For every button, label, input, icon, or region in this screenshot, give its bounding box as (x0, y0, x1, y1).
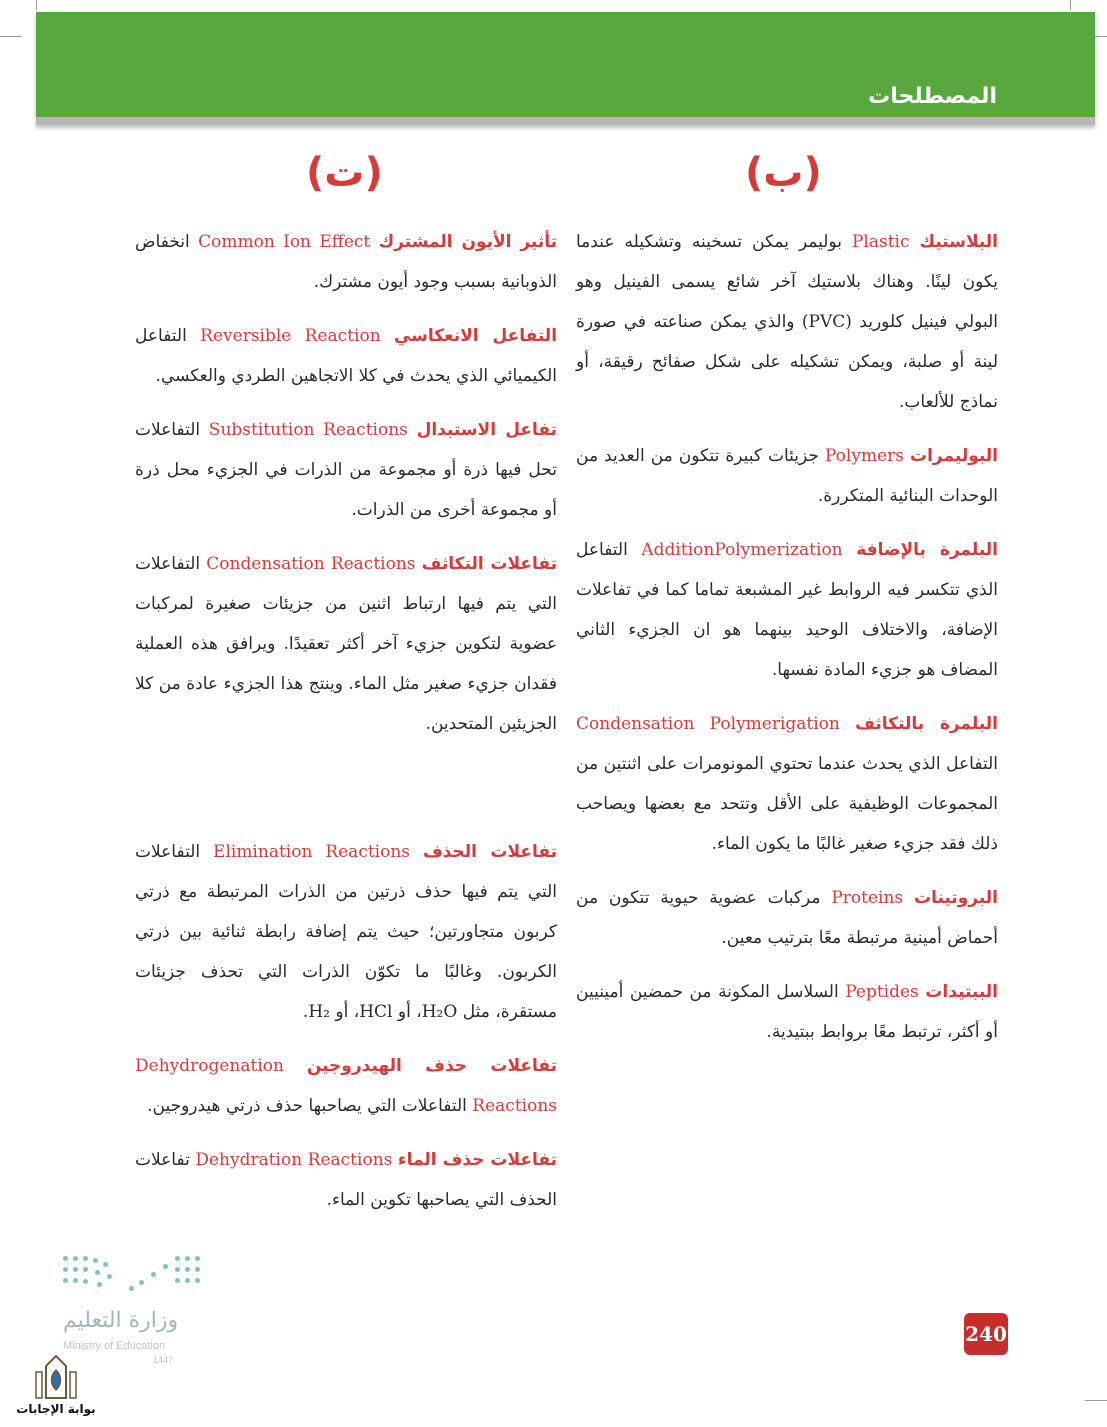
term-english: Substitution Reactions (208, 420, 408, 440)
term-english: Condensation Reactions (206, 554, 416, 574)
glossary-column-right (576, 222, 998, 1066)
column-gap (135, 758, 557, 832)
glossary-entry (576, 878, 998, 958)
term-english: Plastic (851, 232, 910, 252)
glossary-entry (576, 704, 998, 864)
term-english: Dehydration Reactions (195, 1150, 393, 1170)
section-letter-right: (ب) (745, 150, 822, 196)
ministry-year: 1447 (153, 1355, 174, 1365)
term-arabic: التفاعل الانعكاسي (393, 326, 558, 346)
watermark-logo (6, 1352, 106, 1424)
glossary-entry (135, 1046, 557, 1126)
term-arabic: تفاعلات حذف الهيدروجين (306, 1056, 557, 1076)
term-definition: السلاسل المكونة من حمضين أمينيين أو أكثر، ترتبط معًا بروابط ببتيدية. (576, 982, 998, 1042)
term-arabic: الببتيدات (925, 982, 998, 1002)
term-english: Condensation Polymerigation (576, 714, 840, 734)
term-definition: التفاعلات التي يتم فيها ارتباط اثنين من جزيئات صغيرة لمركبات عضوية لتكوين جزيء آخر أكثر تعقيدًا. ويرافق هذه العملية فقدان جزيء صغير مثل الماء. وينتج هذا الجزيء عادة من كلا الجزيئين المتحدين. (135, 554, 557, 734)
term-arabic: البلمرة بالإضافة (856, 540, 999, 560)
glossary-column-left (135, 222, 557, 1234)
term-english: Polymers (824, 446, 904, 466)
term-arabic: تفاعلات التكاثف (421, 554, 557, 574)
mosque-icon (6, 1352, 106, 1402)
term-definition: التفاعلات التي يتم فيها حذف ذرتين من الذرات المرتبطة مع ذرتي كربون متجاورتين؛ حيث يتم إضافة رابطة ثنائية بين ذرتي الكربون. وغالبًا ما تكوّن الذرات التي تحذف جزيئات مستقرة، مثل H₂O، أو HCl، أو H₂. (135, 842, 557, 1022)
term-arabic: البلاستيك (919, 232, 998, 252)
crop-mark (36, 0, 37, 10)
term-arabic: البروتينات (913, 888, 999, 908)
crop-mark (1070, 0, 1071, 10)
ministry-name-english: Ministry of Education (63, 1340, 166, 1352)
term-english: Common Ion Effect (198, 232, 371, 252)
term-arabic: تفاعلات الحذف (422, 842, 557, 862)
header-band (36, 12, 1095, 125)
term-definition: التفاعل الذي تتكسر فيه الروابط غير المشبعة تماما كما في تفاعلات الإضافة، والاختلاف الوحيد بينهما هو ان الجزيء الثاني المضاف هو جزيء المادة نفسها. (576, 540, 998, 680)
glossary-entry (135, 832, 557, 1032)
term-definition: تفاعلات الحذف التي يصاحبها تكوين الماء. (135, 1150, 557, 1210)
term-arabic: تفاعلات حذف الماء (397, 1150, 558, 1170)
term-english: Dehydrogenation Reactions (135, 1056, 557, 1116)
term-english: AdditionPolymerization (641, 540, 843, 560)
glossary-entry (135, 544, 557, 744)
term-arabic: تأثير الأيون المشترك (378, 232, 557, 252)
term-english: Proteins (831, 888, 904, 908)
term-arabic: البلمرة بالتكاثف (855, 714, 998, 734)
term-definition: جزيئات كبيرة تتكون من العديد من الوحدات البنائية المتكررة. (576, 446, 998, 506)
ministry-name-arabic: وزارة التعليم (63, 1308, 179, 1333)
glossary-entry (576, 972, 998, 1052)
term-arabic: تفاعل الاستبدال (416, 420, 558, 440)
page-number: 240 (964, 1313, 1008, 1355)
term-english: Reversible Reaction (200, 326, 381, 346)
term-definition: التفاعلات التي يصاحبها حذف ذرتي هيدروجين. (147, 1096, 467, 1116)
glossary-entry (576, 436, 998, 516)
glossary-entry (576, 222, 998, 422)
glossary-entry (135, 1140, 557, 1220)
watermark-text: بوابة الإجابات (16, 1402, 96, 1416)
glossary-entry (135, 410, 557, 530)
term-definition: مركبات عضوية حيوية تتكون من أحماض أمينية مرتبطة معًا بترتيب معين. (576, 888, 998, 948)
term-definition: التفاعل الكيميائي الذي يحدث في كلا الاتجاهين الطردي والعكسي. (135, 326, 557, 386)
crop-mark (1085, 1400, 1107, 1401)
term-english: Elimination Reactions (213, 842, 411, 862)
glossary-entry (576, 530, 998, 690)
page-title: المصطلحات (868, 84, 997, 109)
term-definition: التفاعل الذي يحدث عندما تحتوي المونومرات على اثنتين من المجموعات الوظيفية على الأقل وتتحد مع بعضها ويصاحب ذلك فقد جزيء صغير غالبًا ما يكون الماء. (576, 754, 998, 854)
section-letter-left: (ت) (306, 150, 383, 196)
term-english: Peptides (845, 982, 919, 1002)
term-definition: التفاعلات تحل فيها ذرة أو مجموعة من الذرات في الجزيء محل ذرة أو مجموعة أخرى من الذرات. (135, 420, 557, 520)
term-arabic: البوليمرات (910, 446, 999, 466)
crop-mark (0, 36, 22, 37)
term-definition: انخفاض الذوبانية بسبب وجود أيون مشترك. (135, 232, 557, 292)
logo-dots-icon (63, 1250, 203, 1300)
glossary-entry (135, 316, 557, 396)
term-definition: بوليمر يمكن تسخينه وتشكيله عندما يكون لينًا. وهناك بلاستيك آخر شائع يسمى الفينيل وهو البولي فينيل كلوريد (PVC) والذي يمكن صناعته في صورة لينة أو صلبة، ويمكن تشكيله على شكل صفائح رقيقة، أو نماذج للألعاب. (576, 232, 998, 412)
glossary-entry (135, 222, 557, 302)
